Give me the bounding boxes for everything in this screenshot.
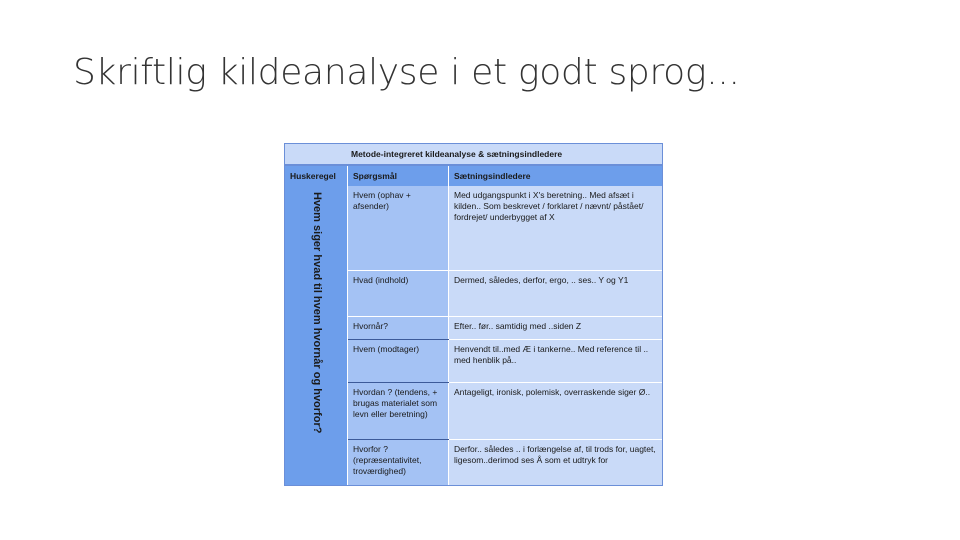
question-cell: Hvem (ophav + afsender) [353, 190, 411, 211]
rule-text: Hvem siger hvad til hvem hvornår og hvorfor? [311, 192, 323, 434]
starter-cell: Henvendt til..med Æ i tankerne.. Med reference til .. med henblik på.. [449, 339, 662, 382]
starter-cell: Antageligt, ironisk, polemisk, overraskende siger Ø.. [449, 382, 662, 439]
header-saetningsindledere: Sætningsindledere [449, 166, 662, 186]
starter-cell: Dermed, således, derfor, ergo, .. ses.. Y og Y1 [449, 270, 662, 316]
question-cell: Hvorfor ? (repræsentativitet, troværdighed) [348, 439, 449, 485]
starter-cell: Efter.. før.. samtidig med ..siden Z [449, 316, 662, 339]
method-table [284, 143, 663, 486]
slide-title: Skriftlig kildeanalyse i et godt sprog... [73, 52, 740, 93]
question-cell: Hvad (indhold) [348, 270, 449, 316]
question-cell: Hvordan ? (tendens, + brugas materialet som levn eller beretning) [348, 382, 449, 439]
table-title-row [285, 144, 662, 166]
starter-cell: Med udgangspunkt i X's beretning.. Med afsæt i kilden.. Som beskrevet / forklaret / nævnt/ påstået/ fordrejet/ underbygget af X [454, 190, 644, 222]
table-title: Metode-integreret kildeanalyse & sætningsindledere [351, 149, 563, 159]
header-spoergsmaal: Spørgsmål [348, 166, 449, 186]
starter-cell: Derfor.. således .. i forlængelse af, til trods for, uagtet, ligesom..derimod ses Å som et udtryk for [449, 439, 662, 485]
header-huskeregel: Huskeregel [285, 166, 348, 186]
question-cell: Hvem (modtager) [348, 339, 449, 382]
question-cell: Hvornår? [348, 316, 449, 339]
rule-column [285, 186, 348, 485]
